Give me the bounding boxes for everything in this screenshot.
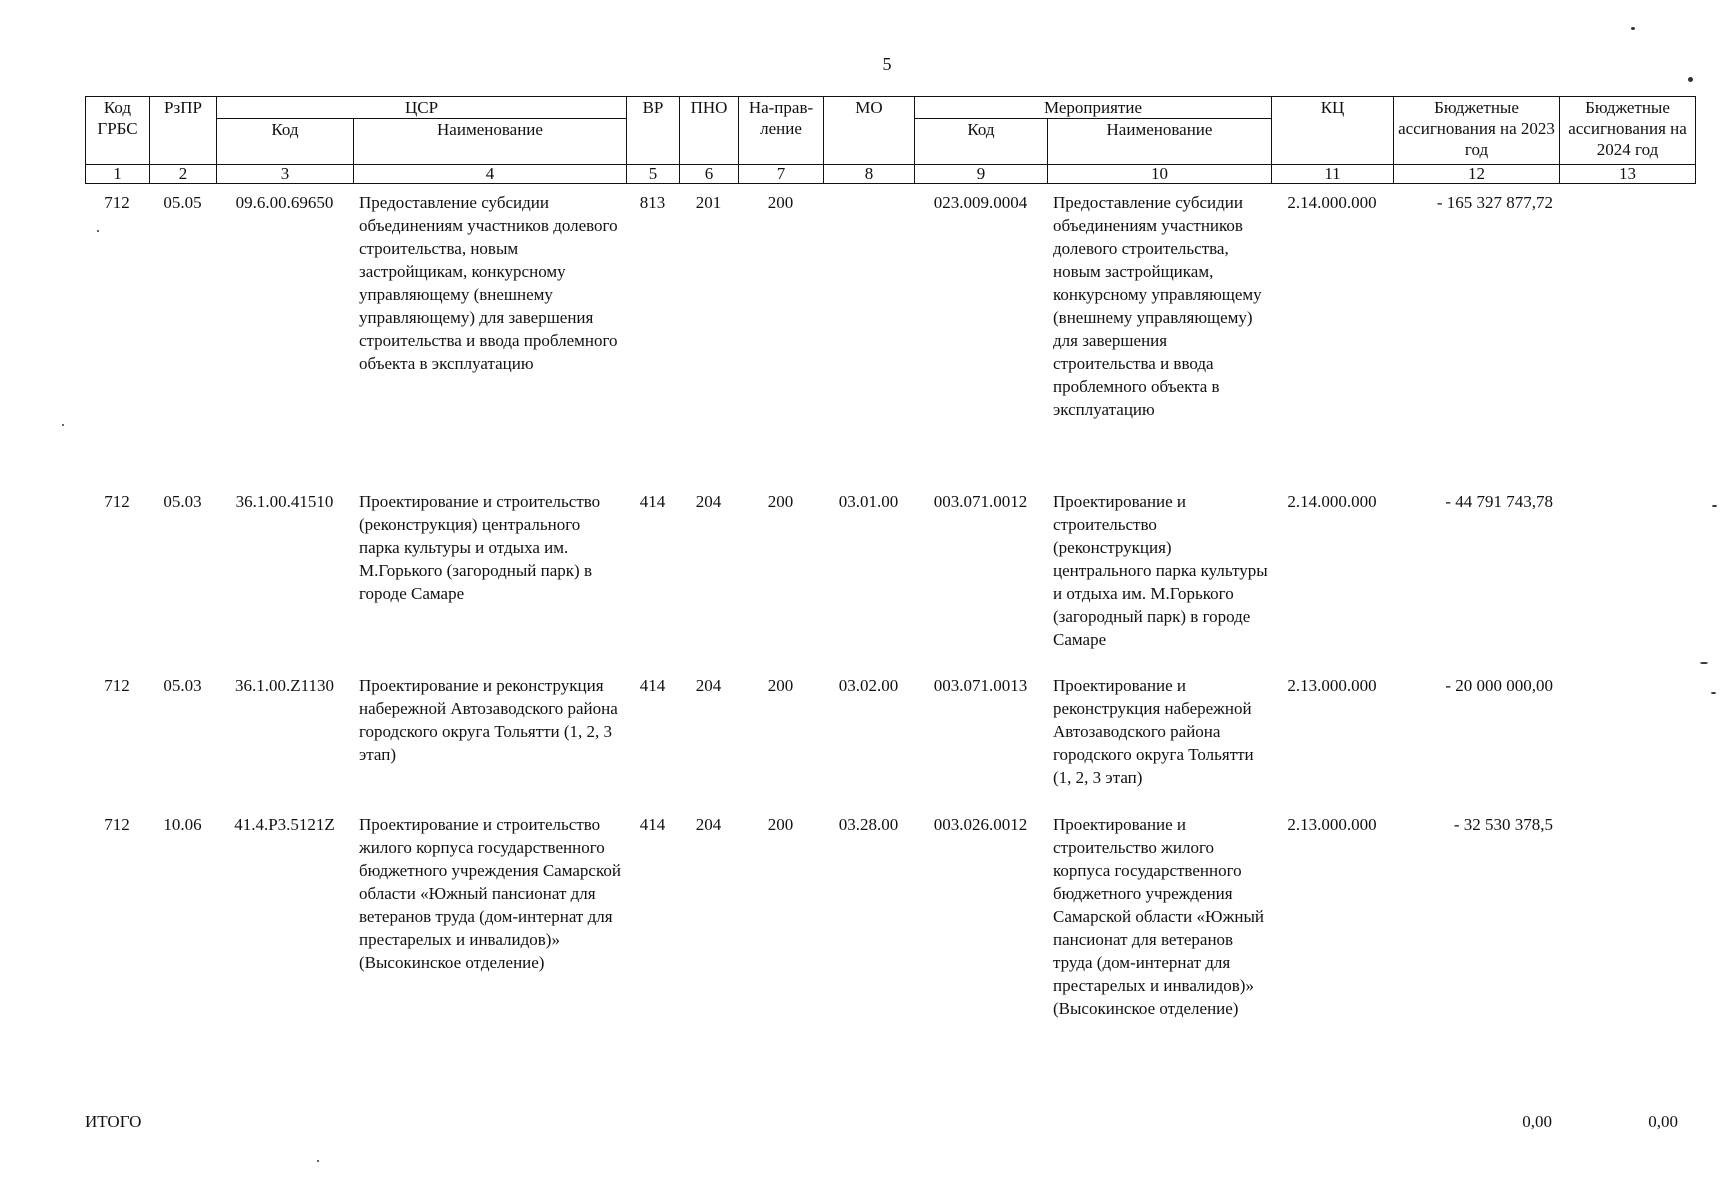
- cell-rzpr: 05.03: [163, 676, 202, 695]
- cell-event-code: 003.071.0012: [933, 492, 1028, 511]
- header-csr-kod: Код: [217, 119, 354, 165]
- cell-sum-2024: [1559, 813, 1695, 1113]
- cell-kc: 2.13.000.000: [1287, 815, 1377, 834]
- cell-csr-name: Проектирование и реконструкция набережной Автозаводского района городского округа Тольятти (1, 2, 3 этап): [359, 676, 618, 764]
- cell-vr: 414: [639, 815, 666, 834]
- cell-sum-2024: [1559, 674, 1695, 813]
- col-number: 12: [1394, 165, 1560, 184]
- cell-pno: 204: [695, 492, 722, 511]
- col-number: 9: [915, 165, 1048, 184]
- cell-event-name: Проектирование и строительство жилого корпуса государственного бюджетного учреждения Самарской области «Южный пансионат для ветеранов труда (дом-интернат для престарелых и инвалидов)» (Высокинское отделение): [1053, 815, 1264, 1018]
- header-kod-grbs: Код ГРБС: [86, 97, 150, 165]
- table-row: [85, 191, 1695, 490]
- cell-mo: [823, 191, 914, 490]
- cell-event-code: 023.009.0004: [933, 193, 1028, 212]
- cell-rzpr: 05.05: [163, 193, 202, 212]
- cell-napr: 200: [767, 815, 794, 834]
- col-number: 10: [1048, 165, 1272, 184]
- scan-speck: [1688, 77, 1693, 82]
- cell-csr-code: 09.6.00.69650: [235, 193, 334, 212]
- cell-napr: 200: [767, 676, 794, 695]
- total-sum-2024: 0,00: [1648, 1112, 1678, 1131]
- cell-event-name: Предоставление субсидии объединениям участников долевого строительства, новым застройщикам, конкурсному управляющему (внешнему управляющему) для завершения строительства и ввода проблемного объекта в эксплуатацию: [1053, 193, 1262, 419]
- scan-speck: [1712, 505, 1717, 507]
- header-budget-2023: Бюджетные ассигнования на 2023 год: [1394, 97, 1560, 165]
- cell-event-name: Проектирование и реконструкция набережной Автозаводского района городского округа Тольятти (1, 2, 3 этап): [1053, 676, 1254, 787]
- col-number: 6: [680, 165, 739, 184]
- header-csr-name: Наименование: [354, 119, 627, 165]
- cell-grbs: 712: [104, 815, 130, 834]
- cell-grbs: 712: [104, 676, 130, 695]
- cell-napr: 200: [767, 193, 794, 212]
- table-row: [85, 490, 1695, 674]
- cell-pno: 204: [695, 815, 722, 834]
- table-row: [85, 813, 1695, 1113]
- col-number: 5: [627, 165, 680, 184]
- header-vr: ВР: [627, 97, 680, 165]
- cell-event-code: 003.071.0013: [933, 676, 1028, 695]
- header-csr: ЦСР: [217, 97, 627, 119]
- cell-sum-2023: - 165 327 877,72: [1436, 193, 1553, 212]
- cell-csr-name: Проектирование и строительство жилого корпуса государственного бюджетного учреждения Самарской области «Южный пансионат для ветеранов труда (дом-интернат для престарелых и инвалидов)» (Высокинское отделение): [359, 815, 621, 972]
- total-sum-2023: 0,00: [1522, 1112, 1552, 1131]
- cell-csr-name: Предоставление субсидии объединениям участников долевого строительства, новым застройщикам, конкурсному управляющему (внешнему управляющему) для завершения строительства и ввода проблемного объекта в эксплуатацию: [359, 193, 618, 373]
- header-kc: КЦ: [1272, 97, 1394, 165]
- col-number: 7: [739, 165, 824, 184]
- col-number: 1: [86, 165, 150, 184]
- header-budget-2024: Бюджетные ассигнования на 2024 год: [1560, 97, 1696, 165]
- cell-sum-2023: - 44 791 743,78: [1445, 492, 1553, 511]
- cell-napr: 200: [767, 492, 794, 511]
- cell-csr-code: 41.4.P3.5121Z: [234, 815, 335, 834]
- cell-rzpr: 05.03: [163, 492, 202, 511]
- col-number: 4: [354, 165, 627, 184]
- col-number: 3: [217, 165, 354, 184]
- cell-sum-2024: [1559, 490, 1695, 674]
- cell-sum-2023: - 20 000 000,00: [1445, 676, 1553, 695]
- cell-sum-2024: [1559, 191, 1695, 490]
- cell-event-name: Проектирование и строительство (реконструкция) центрального парка культуры и отдыха им. М.Горького (загородный парк) в городе Самаре: [1053, 492, 1268, 649]
- cell-pno: 204: [695, 676, 722, 695]
- scan-speck: [1711, 692, 1716, 694]
- cell-kc: 2.14.000.000: [1287, 492, 1377, 511]
- col-number: 2: [150, 165, 217, 184]
- cell-vr: 414: [639, 492, 666, 511]
- table-header: [85, 96, 1696, 184]
- cell-csr-code: 36.1.00.Z1130: [234, 676, 334, 695]
- cell-rzpr: 10.06: [163, 815, 202, 834]
- scan-speck: [317, 1160, 319, 1162]
- cell-event-code: 003.026.0012: [933, 815, 1028, 834]
- scan-speck: [97, 230, 99, 232]
- cell-mo: 03.01.00: [838, 492, 899, 511]
- cell-kc: 2.13.000.000: [1287, 676, 1377, 695]
- header-mo: МО: [824, 97, 915, 165]
- header-event-name: Наименование: [1048, 119, 1272, 165]
- col-number: 13: [1560, 165, 1696, 184]
- col-number: 8: [824, 165, 915, 184]
- col-number: 11: [1272, 165, 1394, 184]
- cell-vr: 813: [639, 193, 666, 212]
- table-body: [85, 191, 1695, 1113]
- cell-csr-name: Проектирование и строительство (реконструкция) центрального парка культуры и отдыха им. М.Горького (загородный парк) в городе Самаре: [359, 492, 601, 603]
- cell-mo: 03.02.00: [838, 676, 899, 695]
- header-pno: ПНО: [680, 97, 739, 165]
- scan-speck: [1631, 27, 1635, 30]
- header-event: Мероприятие: [915, 97, 1272, 119]
- page-number: 5: [882, 54, 892, 74]
- scan-speck: [1700, 662, 1708, 664]
- cell-grbs: 712: [104, 193, 130, 212]
- cell-grbs: 712: [104, 492, 130, 511]
- scan-speck: [62, 424, 64, 426]
- cell-mo: 03.28.00: [838, 815, 899, 834]
- cell-kc: 2.14.000.000: [1287, 193, 1377, 212]
- header-rzpr: РзПР: [150, 97, 217, 165]
- cell-csr-code: 36.1.00.41510: [235, 492, 334, 511]
- cell-pno: 201: [695, 193, 722, 212]
- total-label: ИТОГО: [85, 1112, 142, 1131]
- header-napr: На-прав-ление: [739, 97, 824, 165]
- cell-vr: 414: [639, 676, 666, 695]
- cell-sum-2023: - 32 530 378,5: [1453, 815, 1553, 834]
- table-row: [85, 674, 1695, 813]
- header-event-kod: Код: [915, 119, 1048, 165]
- column-number-row: [86, 165, 1696, 184]
